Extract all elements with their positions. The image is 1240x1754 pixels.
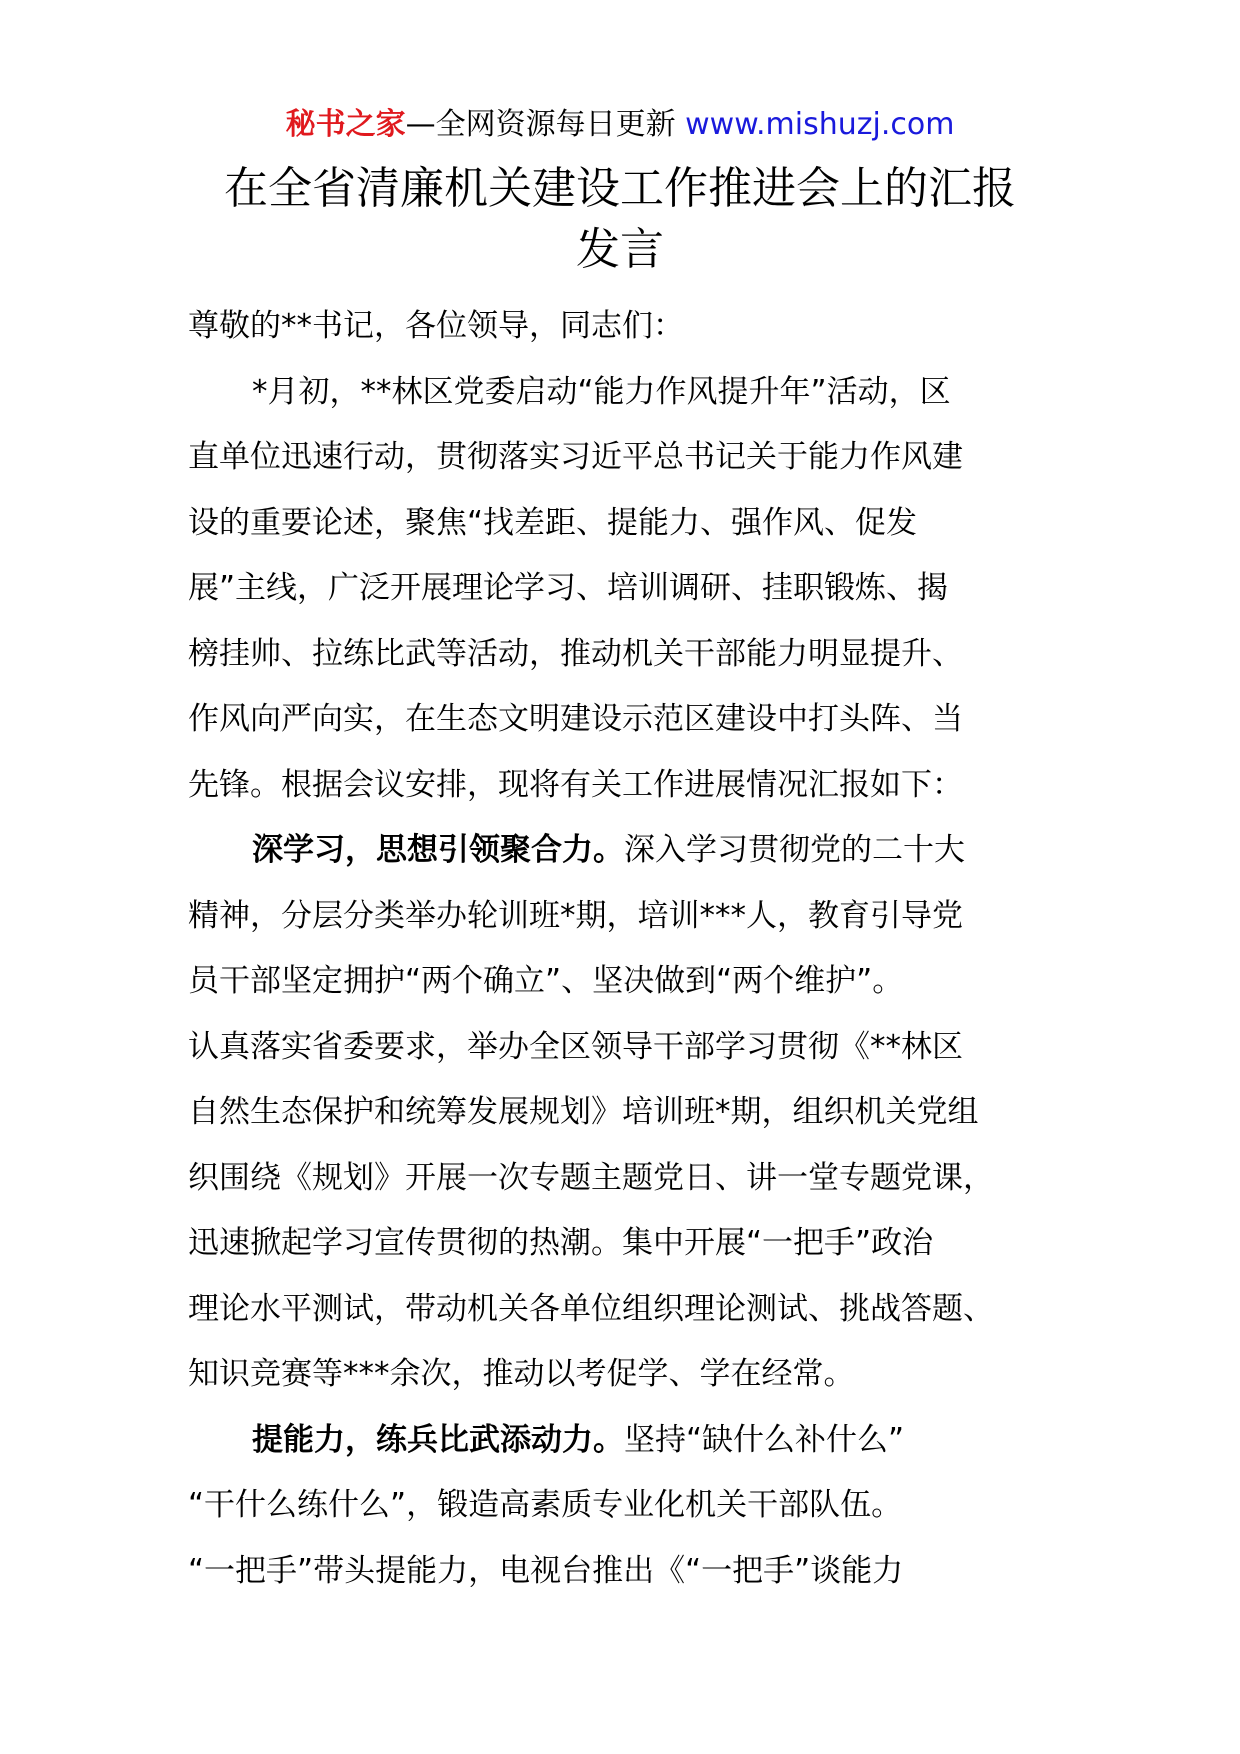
intro-line: 展”主线，广泛开展理论学习、培训调研、挂职锻炼、揭	[188, 570, 949, 606]
brand-name: 秘书之家	[285, 107, 406, 142]
section1-first-line	[188, 818, 1058, 884]
section1-heading: 深学习，思想引领聚合力。	[252, 832, 624, 868]
intro-line: 作风向严向实，在生态文明建设示范区建设中打头阵、当	[188, 701, 963, 737]
document-body	[188, 294, 1058, 1604]
site-header-banner	[0, 100, 1240, 150]
section1-line: 精神，分层分类举办轮训班*期，培训***人，教育引导党	[188, 897, 963, 934]
section1-line: 理论水平测试，带动机关各单位组织理论测试、挑战答题、	[188, 1290, 994, 1327]
section2-first-line	[188, 1408, 1058, 1474]
section1-line: 员干部坚定拥护“两个确立”、坚决做到“两个维护”。	[188, 963, 904, 999]
section1-line: 自然生态保护和统筹发展规划》培训班*期，组织机关党组	[188, 1094, 979, 1130]
section1-first-text: 深入学习贯彻党的二十大	[624, 832, 965, 868]
section2-heading: 提能力，练兵比武添动力。	[252, 1421, 624, 1458]
intro-line: *月初，**林区党委启动“能力作风提升年”活动，区	[252, 373, 951, 410]
section2-first-text: 坚持“缺什么补什么”	[624, 1421, 905, 1458]
intro-line: 先锋。根据会议安排，现将有关工作进展情况汇报如下：	[188, 766, 963, 803]
section2-line: “一把手”带头提能力，电视台推出《“一把手”谈能力	[188, 1552, 904, 1589]
intro-line: 直单位迅速行动，贯彻落实习近平总书记关于能力作风建	[188, 439, 963, 475]
title-line: 在全省清廉机关建设工作推进会上的汇报	[224, 163, 1016, 214]
title-line: 发言	[576, 224, 664, 275]
document-title	[150, 158, 1090, 280]
section1-line: 织围绕《规划》开展一次专题主题党日、讲一堂专题党课，	[188, 1159, 994, 1196]
section1-line: 知识竞赛等***余次，推动以考促学、学在经常。	[188, 1356, 855, 1392]
section1-line: 迅速掀起学习宣传贯彻的热潮。集中开展“一把手”政治	[188, 1225, 934, 1261]
intro-line: 榜挂帅、拉练比武等活动，推动机关干部能力明显提升、	[188, 635, 963, 672]
section2-line: “干什么练什么”，锻造高素质专业化机关干部队伍。	[188, 1487, 903, 1523]
site-url-link[interactable]: www.mishuzj.com	[685, 107, 955, 142]
header-tagline: —全网资源每日更新	[405, 107, 676, 142]
salutation: 尊敬的**书记，各位领导，同志们：	[188, 308, 684, 344]
intro-line: 设的重要论述，聚焦“找差距、提能力、强作风、促发	[188, 504, 918, 541]
section1-line: 认真落实省委要求，举办全区领导干部学习贯彻《**林区	[188, 1028, 963, 1065]
